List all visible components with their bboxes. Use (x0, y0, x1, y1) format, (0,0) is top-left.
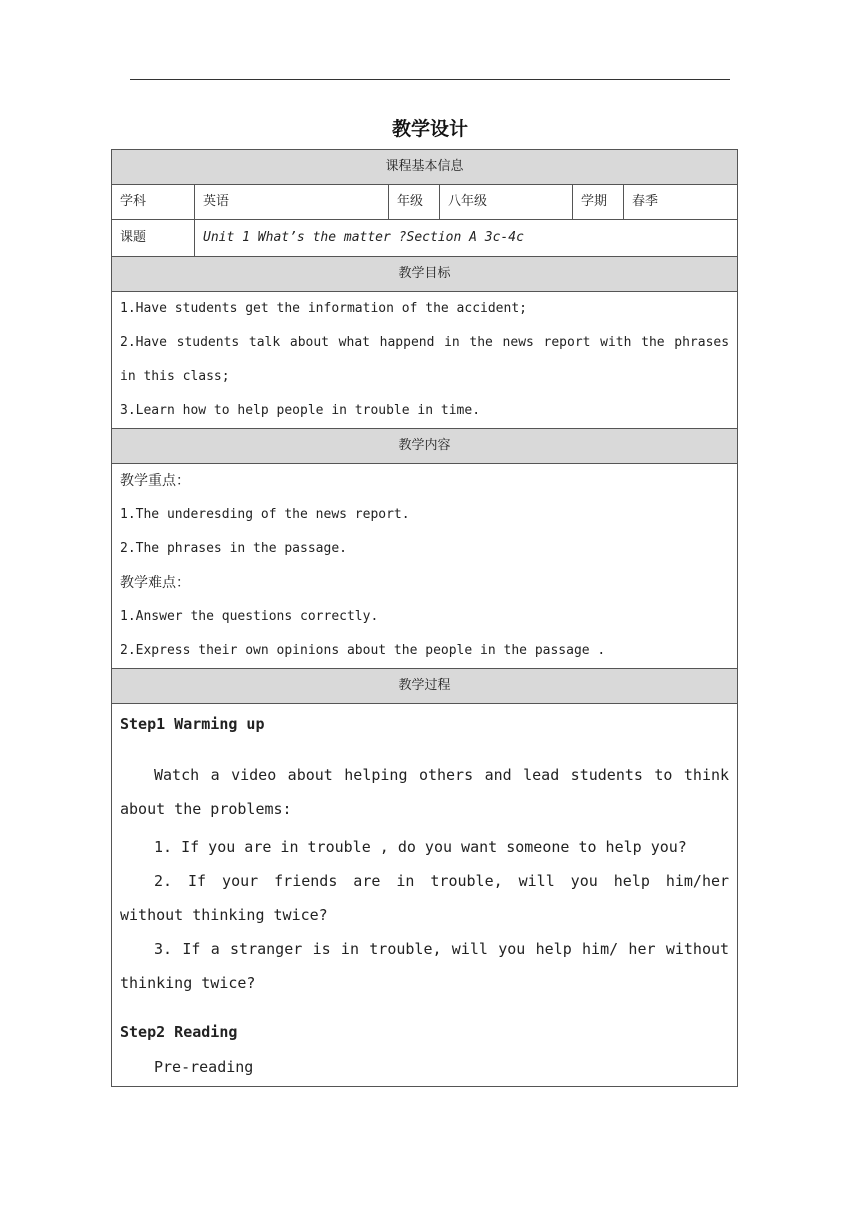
key-point-item: 2.The phrases in the passage. (120, 541, 347, 556)
process-header-row (112, 669, 738, 704)
step2-title: Step2 Reading (120, 1023, 238, 1041)
lesson-plan-table (111, 149, 738, 1087)
spacer (120, 742, 729, 758)
section-header-process: 教学过程 (112, 669, 738, 704)
key-points-label: 教学重点： (120, 473, 190, 489)
term-label: 学期 (573, 185, 624, 220)
header-rule (130, 79, 730, 80)
objective-item: 1.Have students get the information of the accident; (120, 301, 527, 316)
topic-label: 课题 (112, 220, 195, 257)
difficult-points-label: 教学难点： (120, 575, 190, 591)
basic-info-header-row (112, 150, 738, 185)
section-header-basic-info: 课程基本信息 (112, 150, 738, 185)
objectives-block (112, 292, 738, 429)
objectives-row (112, 292, 738, 429)
topic-row (112, 220, 738, 257)
difficult-point-item: 1.Answer the questions correctly. (120, 609, 379, 624)
key-point-item: 1.The underesding of the news report. (120, 507, 410, 522)
term-value: 春季 (624, 185, 738, 220)
info-row (112, 185, 738, 220)
section-header-objectives: 教学目标 (112, 257, 738, 292)
page-title: 教学设计 (391, 118, 468, 140)
section-header-content: 教学内容 (112, 429, 738, 464)
step2-subheading: Pre-reading (154, 1058, 254, 1076)
topic-value: Unit 1 What’s the matter ?Section A 3c-4c (195, 220, 738, 257)
difficult-point-item: 2.Express their own opinions about the people in the passage . (120, 643, 606, 658)
step1-intro: Watch a video about helping others and lead students to think about the problems: (120, 766, 730, 818)
objective-item: 2.Have students talk about what happend in the news report with the phrases in this class; (120, 335, 730, 384)
process-block (112, 704, 738, 1087)
grade-value: 八年级 (440, 185, 573, 220)
objective-item: 3.Learn how to help people in trouble in time. (120, 403, 481, 418)
objectives-header-row (112, 257, 738, 292)
question-item: 1. If you are in trouble , do you want someone to help you? (154, 838, 687, 856)
content-row (112, 464, 738, 669)
question-item: 3. If a stranger is in trouble, will you help him/ her without thinking twice? (120, 940, 730, 992)
question-item: 2. If your friends are in trouble, will you help him/her without thinking twice? (120, 872, 730, 924)
spacer (120, 1000, 729, 1014)
grade-label: 年级 (389, 185, 440, 220)
process-row (112, 704, 738, 1087)
subject-value: 英语 (195, 185, 389, 220)
content-header-row (112, 429, 738, 464)
content-block (112, 464, 738, 669)
subject-label: 学科 (112, 185, 195, 220)
step1-title: Step1 Warming up (120, 715, 265, 733)
